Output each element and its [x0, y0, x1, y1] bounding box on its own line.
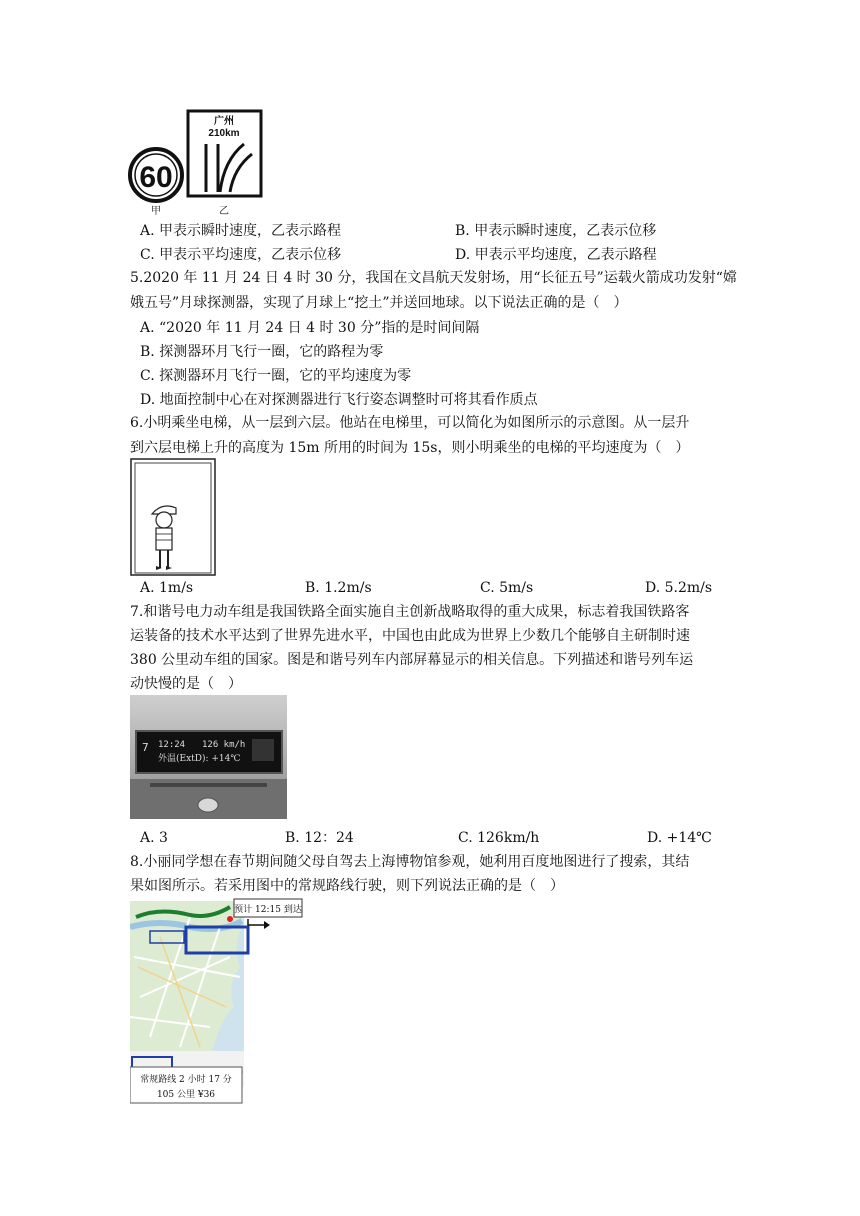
- q6-stem-line-2: 到六层电梯上升的高度为 15m 所用的时间为 15s，则小明乘坐的电梯的平均速度为（ ）: [130, 440, 690, 456]
- q6-option-b: B. 1.2m/s: [305, 580, 372, 596]
- screen-temp: 外温(ExtD): +14℃: [158, 754, 241, 764]
- direction-sign-place: 广州: [214, 116, 234, 127]
- speed-sign-number: 60: [139, 161, 173, 194]
- fig-label-jia: 甲: [151, 206, 161, 217]
- q8-stem-line-1: 8.小丽同学想在春节期间随父母自驾去上海博物馆参观，她利用百度地图进行了搜索，其结: [130, 854, 690, 870]
- q4-option-a: A. 甲表示瞬时速度，乙表示路程: [140, 223, 342, 239]
- train-screen-svg: [130, 695, 287, 819]
- q5-stem-line-1: 5.2020 年 11 月 24 日 4 时 30 分，我国在文昌航天发射场，用“长征五号”运载火箭成功发射“嫦: [130, 270, 737, 286]
- q4-figure: [128, 108, 268, 220]
- screen-speed: 126 km/h: [202, 740, 246, 750]
- map-footer-distance-price: 105 公里 ¥36: [156, 1090, 216, 1100]
- q4-option-c: C. 甲表示平均速度，乙表示位移: [140, 247, 342, 263]
- q5-option-b: B. 探测器环月飞行一圈，它的路程为零: [140, 344, 384, 360]
- q5-option-a: A. “2020 年 11 月 24 日 4 时 30 分”指的是时间间隔: [140, 320, 480, 336]
- q5-option-c: C. 探测器环月飞行一圈，它的平均速度为零: [140, 368, 412, 384]
- elevator-svg: [130, 458, 218, 578]
- q8-map-screenshot: [130, 897, 310, 1105]
- direction-sign-distance: 210km: [208, 128, 240, 139]
- screen-car-number: 7: [142, 741, 149, 754]
- q7-option-b: B. 12：24: [285, 830, 354, 846]
- q6-option-c: C. 5m/s: [480, 580, 534, 596]
- fig-label-yi: 乙: [219, 206, 229, 217]
- q7-stem-line-2: 运装备的技术水平达到了世界先进水平，中国也由此成为世界上少数几个能够自主研制时速: [130, 628, 690, 644]
- q7-option-a: A. 3: [140, 830, 168, 846]
- q4-option-d: D. 甲表示平均速度，乙表示路程: [455, 247, 657, 263]
- q6-elevator-figure: [130, 458, 218, 578]
- q5-stem-line-2: 娥五号”月球探测器，实现了月球上“挖土”并送回地球。以下说法正确的是（ ）: [130, 295, 628, 311]
- q7-stem-line-3: 380 公里动车组的国家。图是和谐号列车内部屏幕显示的相关信息。下列描述和谐号列车运: [130, 652, 694, 668]
- q7-stem-line-4: 动快慢的是（ ）: [130, 676, 242, 692]
- q6-option-d: D. 5.2m/s: [645, 580, 713, 596]
- map-svg: [130, 897, 310, 1105]
- q6-stem-line-1: 6.小明乘坐电梯，从一层到六层。他站在电梯里，可以简化为如图所示的示意图。从一层升: [130, 415, 690, 431]
- q7-option-c: C. 126km/h: [458, 830, 540, 846]
- q5-option-d: D. 地面控制中心在对探测器进行飞行姿态调整时可将其看作质点: [140, 392, 538, 408]
- screen-time: 12:24: [158, 740, 186, 750]
- q7-train-screen-photo: [130, 695, 287, 819]
- map-arrival-text: 预计 12:15 到达: [234, 905, 302, 915]
- q7-stem-line-1: 7.和谐号电力动车组是我国铁路全面实施自主创新战略取得的重大成果，标志着我国铁路客: [130, 604, 690, 620]
- q4-option-b: B. 甲表示瞬时速度，乙表示位移: [455, 223, 657, 239]
- q6-option-a: A. 1m/s: [140, 580, 194, 596]
- q4-signs-svg: [128, 108, 268, 220]
- q7-option-d: D. +14℃: [647, 830, 712, 846]
- map-footer-route: 常规路线 2 小时 17 分: [140, 1075, 232, 1085]
- q8-stem-line-2: 果如图所示。若采用图中的常规路线行驶，则下列说法正确的是（ ）: [130, 878, 564, 894]
